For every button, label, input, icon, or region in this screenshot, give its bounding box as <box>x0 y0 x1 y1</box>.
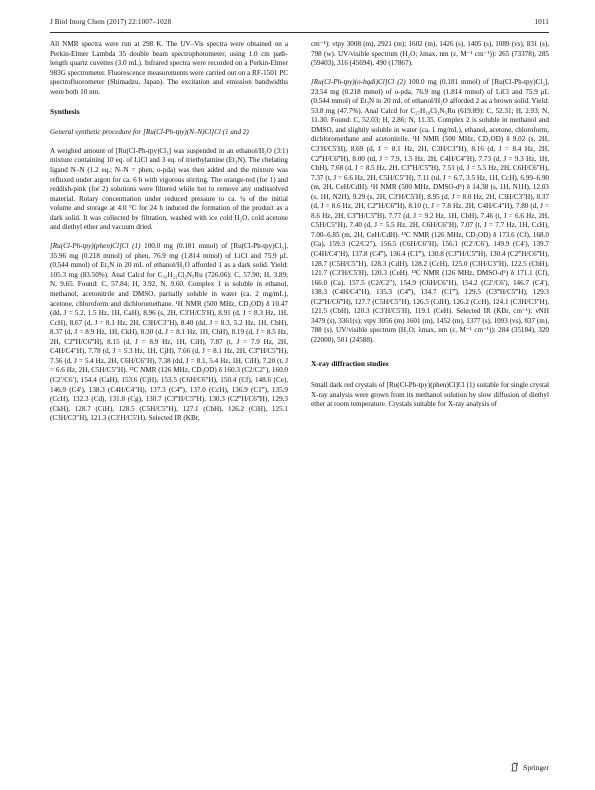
header-divider <box>50 32 549 33</box>
compound-1-continued: cm⁻¹): νtpy 3008 (m), 2921 (m); 1602 (m), 1426 (s), 1405 (s), 1089 (vs), 831 (s), 798 (w). UV/visible spectrum (H₂O; λmax, nm (ε, M⁻¹ cm⁻¹)): 265 (73378), 285 (59403), 316 (45694), 490 (17867). <box>311 40 549 68</box>
nmr-methods-paragraph: All NMR spectra were run at 298 K. The UV–Vis spectra were obtained on a Perkin-Elmer Lambda 35 double beam spectrophotometer, using 1.0 cm path-length quartz cuvettes (3.0 mL). Infrared spectra were recorded on a Perkin-Elmer 983G spectrometer. Fluorescence measurements were carried out on a RF-1501 PC spectrofluorometer (Shimadzu, Japan). The excitation and emission bandwidths were both 10 nm. <box>50 40 288 96</box>
general-procedure-paragraph: A weighed amount of [Ru(Cl-Ph-tpy)Cl₃] was suspended in an ethanol/H₂O (3:1) mixture containing 10 eq. of LiCl and 3 eq. of triethylamine (Et₃N). The chelating ligand N–N (1.2 eq.; N–N = phen, o-pda) was then added and the mixture was refluxed under argon for ca. 6 h with vigorous stirring. The orange-red (for 1) and reddish-pink (for 2) solutions were filtered while hot to remove any undissolved material. Rotary concentration under reduced pressure to ca. ¼ of the initial volume and storage at 4.0 °C for 24 h induced the formation of the product as a dark solid. It was collected by filtration, washed with ice cold H₂O, cold acetone and diethyl ether and vacuum dried. <box>50 146 288 232</box>
right-column <box>311 40 549 419</box>
left-column <box>50 40 288 433</box>
compound-2-text: 100.0 mg (0.181 mmol) of [Ru(Cl-Ph-tpy)Cl₃], 23.54 mg (0.218 mmol) of o-pda, 76.9 mg (1.814 mmol) of LiCl and 75.9 μL (0.544 mmol) of Et₃N in 20 mL of ethanol/H₂O afforded 2 as a brown solid. Yield: 53.8 mg (47.7%). Anal Calcd for C₂₇H₁₈Cl₂N₅Ru (619.89): C, 52.31; H, 2.93; N, 11.30. Found: C, 52.03; H, 2.86; N, 11.35. Complex 2 is soluble in methanol and DMSO, and slightly soluble in water (ca. 1 mg/mL), ethanol, acetone, chloroform, dichloromethane and acetonitrile. ¹H NMR (500 MHz, CD₃OD) δ 9.02 (s, 2H, C3′H/C5′H), 8.69 (d, J = 8.1 Hz, 2H, C3H/C3″H), 8.16 (d, J = 8.4 Hz, 2H, C2‴H/C6‴H), 8.00 (td, J = 7.9, 1.5 Hz, 2H, C4H/C4″H), 7.73 (d, J = 9.3 Hz, 1H, CbH), 7.68 (d, J = 8.5 Hz, 2H, C3‴H/C5‴H), 7.51 (d, J = 5.5 Hz, 2H, C6H/C6″H), 7.37 (t, J = 6.6 Hz, 2H, C5H/C5″H), 7.11 (td, J = 6.7, 3.5 Hz, 1H, CcH), 6.99–6.90 (m, 2H, CeH/CdH). ¹H NMR (500 MHz, DMSO-d⁶) δ 14.38 (s, 1H, N1H), 12.03 (s, 1H, N2H), 9.29 (s, 2H, C3′H/C5′H), 8.95 (d, J = 8.0 Hz, 2H, C3H/C3″H), 8.37 (d, J = 8.6 Hz, 2H, C2‴H/C6‴H), 8.10 (t, J = 7.8 Hz, 2H, C4H/C4″H), 7.80 (d, J = 8.6 Hz, 2H, C3‴H/C5‴H), 7.77 (d, J = 9.2 Hz, 1H, CbH), 7.46 (t, J = 6.6 Hz, 2H, C5H/C5″H), 7.40 (d, J = 5.5 Hz, 2H, C6H/C6″H), 7.07 (t, J = 7.7 Hz, 1H, CcH), 7.00–6.85 (m, 2H, CeH/CdH). ¹³C NMR (126 MHz, CD₃OD) δ 173.6 (Cf), 168.0 (Ca), 159.3 (C2/C2″), 156.5 (C6H/C6″H), 156.1 (C2′/C6′), 149.9 (C4′), 139.7 (C4H/C4″H), 137.8 (C4‴), 136.4 (C1‴), 130.8 (C3‴H/C5‴H), 130.4 (C2‴H/C6‴H), 128.7 (C5H/C5″H), 128.3 (CdH), 128.2 (CcH), 125.0 (C3H/C3″H), 122.5 (CbH), 121.7 (C3′H/C5′H), 120.3 (CeH). ¹³C NMR (126 MHz, DMSO-d⁶) δ 171.1 (Cf), 166.0 (Ca), 157.5 (C2/C2″), 154.9 (C6H/C6″H), 154.2 (C2′/C6′), 146.7 (C4′), 138.3 (C4H/C4″H), 135.3 (C4‴), 134.7 (C1‴), 129.5 (C3‴H/C5‴H), 129.3 (C2‴H/C6‴H), 127.7 (C5H/C5″H), 126.5 (CdH), 126.2 (CcH), 124.1 (C3H/C3″H), 121.5 (CbH), 120.3 (C3′H/C5′H), 119.1 (CeH). Selected IR (KBr, cm⁻¹): νNH 3479 (s), 3361(s); νtpy 3056 (m) 1601 (m), 1452 (m), 1377 (s), 1093 (vs), 837 (m), 788 (s). UV/visible spectrum (H₂O; λmax, nm (ε, M⁻¹ cm⁻¹)): 284 (35184), 320 (22000), 501 (24588). <box>311 78 549 344</box>
page-header <box>50 18 549 30</box>
springer-horse-icon <box>510 762 520 772</box>
general-procedure-heading: General synthetic procedure for [Ru(Cl-Ph-tpy)(N–N)Cl]Cl (1 and 2) <box>50 128 249 137</box>
compound-1-paragraph <box>50 242 288 423</box>
publisher-name: Springer <box>523 762 549 772</box>
journal-citation: J Biol Inorg Chem (2017) 22:1007–1028 <box>50 18 172 26</box>
compound-2-name: [Ru(Cl-Ph-tpy)(o-bqdi)Cl]Cl (2) <box>311 78 406 87</box>
page-number: 1011 <box>534 18 549 26</box>
compound-1-text: 100.0 mg (0.181 mmol) of [Ru(Cl-Ph-tpy)Cl₃], 35.96 mg (0.218 mmol) of phen, 76.9 mg (1.814 mmol) of LiCl and 75.9 μL (0.544 mmol) of Et₃N in 20 mL of ethanol/H₂O afforded 1 as a dark solid. Yield: 105.3 mg (83.50%). Anal Calcd for C₃₃H₂₂Cl₂N₅Ru (726.06): C, 57.90; H, 3.89; N, 9.65. Found: C, 57.84; H, 3.92, N, 9.60. Complex 1 is soluble in ethanol, methanol, acetonitrile and DMSO, partially soluble in water (ca. 2 mg/mL), acetone, chloroform and dichloromethane. ¹H NMR (500 MHz, CD₃OD) δ 10.47 (dd, J = 5.2, 1.5 Hz, 1H, CaH), 8.96 (s, 2H, C3′H/C5′H), 8.91 (d, J = 8.3 Hz, 1H, CcH), 8.67 (d, J = 8.1 Hz, 2H, C3H/C3″H), 8.40 (dd, J = 8.3, 5.2 Hz, 1H, CbH), 8.37 (d, J = 8.9 Hz, 1H, CkH), 8.30 (d, J = 8.1 Hz, 1H, ChH), 8.19 (d, J = 8.5 Hz, 2H, C2‴H/C6‴H), 8.15 (d, J = 8.9 Hz, 1H, CiH), 7.87 (t, J = 7.9 Hz, 2H, C4H/C4″H), 7.78 (d, J = 5.3 Hz, 1H, CjH), 7.66 (d, J = 8.1 Hz, 2H, C3‴H/C5‴H), 7.56 (d, J = 5.4 Hz, 2H, C6H/C6″H), 7.38 (dd, J = 8.1, 5.4 Hz, 1H, CiH), 7.20 (t, J = 6.6 Hz, 2H, C5H/C5″H). ¹³C NMR (126 MHz, CD₃OD) δ 160.3 (C2/C2″), 160.0 (C2′/C6′), 154.4 (CaH), 153.6 (CjH), 153.5 (C6H/C6″H), 150.4 (Cf), 148.6 (Ce), 146.9 (C4′), 138.3 (C4H/C4″H), 137.3 (C4‴), 137.0 (CcH), 136.9 (C1‴), 135.9 (CcH), 132.3 (Cd), 131.8 (Cg), 130.7 (C3‴H/C5‴H), 130.3 (C2‴H/C6‴H), 129.3 (CkH), 128.7 (CiH), 128.5 (C5H/C5″H), 127.1 (CbH), 126.2 (CiH), 125.1 (C3H/C3″H), 121.3 (C3′H/C5′H). Selected IR (KBr, <box>50 242 288 423</box>
compound-1-name: [Ru(Cl-Ph-tpy)(phen)Cl]Cl (1) <box>50 242 141 251</box>
xray-paragraph: Small dark red crystals of [Ru(Cl-Ph-tpy)(phen)Cl]Cl (1) suitable for single crystal X-ray analysis were grown from its methanol solution by slow diffusion of diethyl ether at room temperature. Crystals suitable for X-ray analysis of <box>311 381 549 409</box>
page-footer <box>510 762 549 772</box>
synthesis-heading: Synthesis <box>50 106 80 116</box>
compound-2-paragraph <box>311 78 549 345</box>
xray-heading: X-ray diffraction studies <box>311 359 389 369</box>
